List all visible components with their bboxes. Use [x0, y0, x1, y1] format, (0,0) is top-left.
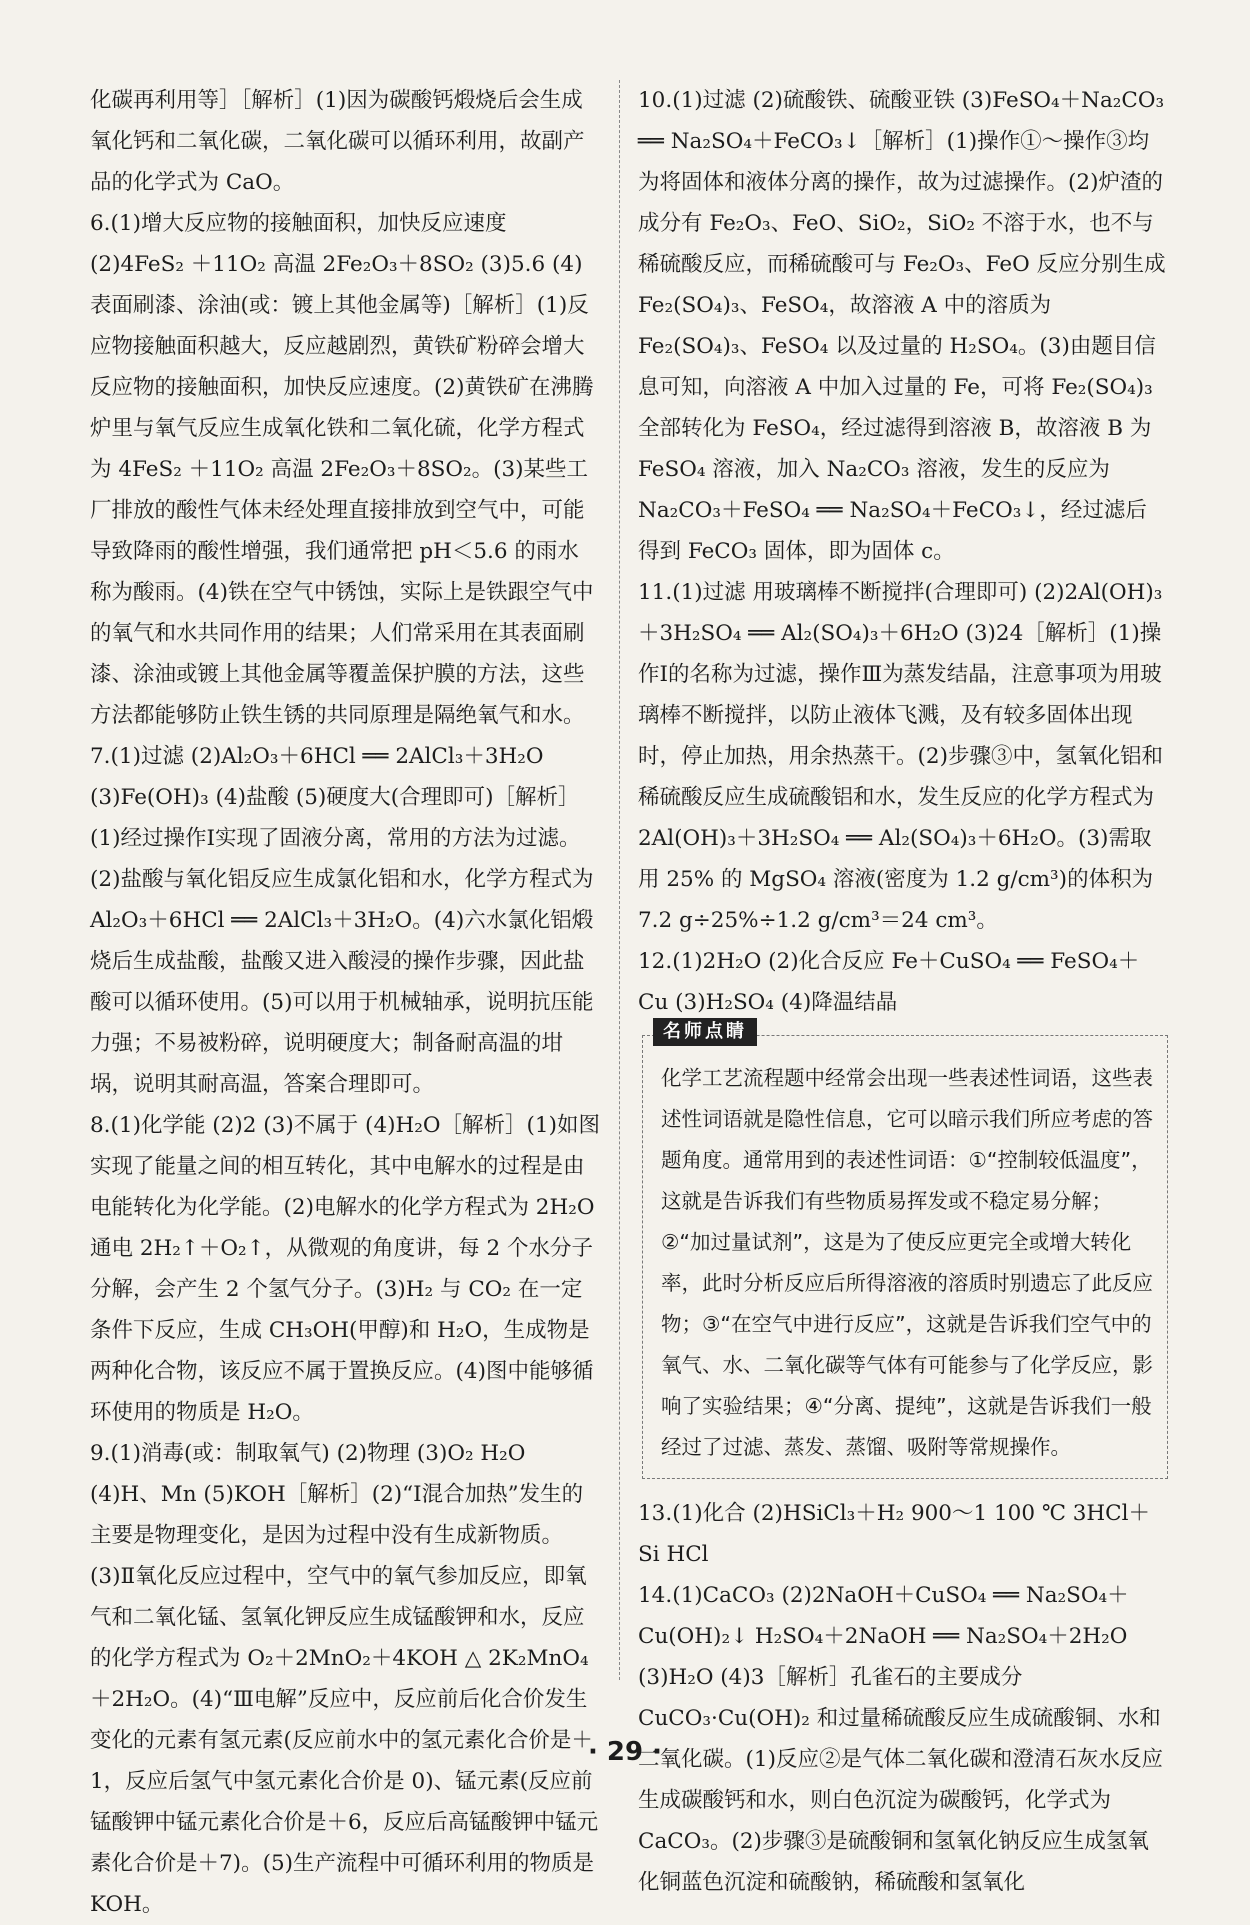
teacher-tip-badge: 名师点睛 [653, 1018, 757, 1046]
answer-number: 6. [90, 211, 111, 236]
right-column [638, 80, 1168, 1903]
answer-text: 化碳再利用等］［解析］(1)因为碳酸钙煅烧后会生成氧化钙和二氧化碳，二氧化碳可以循环利用，故副产品的化学式为 CaO。 [90, 88, 585, 195]
left-column [90, 80, 600, 1925]
column-divider [619, 80, 620, 1680]
answer-item-7 [90, 736, 600, 1105]
answer-item-8 [90, 1105, 600, 1433]
answer-number: 13. [638, 1501, 673, 1526]
answer-number: 14. [638, 1583, 673, 1608]
answer-item-10 [638, 80, 1168, 572]
answer-item-13 [638, 1493, 1168, 1575]
answer-text: (1)过滤 (2)Al₂O₃＋6HCl ══ 2AlCl₃＋3H₂O (3)Fe(OH)₃ (4)盐酸 (5)硬度大(合理即可)［解析］(1)经过操作Ⅰ实现了固液分离，常用的方法为过滤。(2)盐酸与氧化铝反应生成氯化铝和水，化学方程式为 Al₂O₃＋6HCl ══ 2AlCl₃＋3H₂O。(4)六水氯化铝煅烧后生成盐酸，盐酸又进入酸浸的操作步骤，因此盐酸可以循环使用。(5)可以用于机械轴承，说明抗压能力强；不易被粉碎，说明硬度大；制备耐高温的坩埚，说明其耐高温，答案合理即可。 [90, 744, 594, 1097]
answer-number: 9. [90, 1441, 111, 1466]
answer-text: (1)化学能 (2)2 (3)不属于 (4)H₂O［解析］(1)如图实现了能量之间的相互转化，其中电解水的过程是由电能转化为化学能。(2)电解水的化学方程式为 2H₂O 通电 2H₂↑＋O₂↑，从微观的角度讲，每 2 个水分子分解，会产生 2 个氢气分子。(3)H₂ 与 CO₂ 在一定条件下反应，生成 CH₃OH(甲醇)和 H₂O，生成物是两种化合物，该反应不属于置换反应。(4)图中能够循环使用的物质是 H₂O。 [90, 1113, 600, 1425]
answer-item-11 [638, 572, 1168, 941]
answer-item-5-cont [90, 80, 600, 203]
answer-text: (1)过滤 (2)硫酸铁、硫酸亚铁 (3)FeSO₄＋Na₂CO₃ ══ Na₂SO₄＋FeCO₃↓［解析］(1)操作①～操作③均为将固体和液体分离的操作，故为过滤操作。(2)炉渣的成分有 Fe₂O₃、FeO、SiO₂，SiO₂ 不溶于水，也不与稀硫酸反应，而稀硫酸可与 Fe₂O₃、FeO 反应分别生成 Fe₂(SO₄)₃、FeSO₄，故溶液 A 中的溶质为 Fe₂(SO₄)₃、FeSO₄ 以及过量的 H₂SO₄。(3)由题目信息可知，向溶液 A 中加入过量的 Fe，可将 Fe₂(SO₄)₃ 全部转化为 FeSO₄，经过滤得到溶液 B，故溶液 B 为 FeSO₄ 溶液，加入 Na₂CO₃ 溶液，发生的反应为 Na₂CO₃＋FeSO₄ ══ Na₂SO₄＋FeCO₃↓，经过滤后得到 FeCO₃ 固体，即为固体 c。 [638, 88, 1166, 564]
teacher-tip-box [642, 1021, 1168, 1479]
answer-number: 8. [90, 1113, 111, 1138]
answer-item-12 [638, 941, 1168, 1023]
teacher-tip-text: 化学工艺流程题中经常会出现一些表述性词语，这些表述性词语就是隐性信息，它可以暗示我们所应考虑的答题角度。通常用到的表述性词语：①“控制较低温度”，这就是告诉我们有些物质易挥发或不稳定易分解；②“加过量试剂”，这是为了使反应更完全或增大转化率，此时分析反应后所得溶液的溶质时别遗忘了此反应物；③“在空气中进行反应”，这就是告诉我们空气中的氧气、水、二氧化碳等气体有可能参与了化学反应，影响了实验结果；④“分离、提纯”，这就是告诉我们一般经过了过滤、蒸发、蒸馏、吸附等常规操作。 [661, 1066, 1153, 1459]
answer-text: (1)消毒(或：制取氧气) (2)物理 (3)O₂ H₂O (4)H、Mn (5)KOH［解析］(2)“Ⅰ混合加热”发生的主要是物理变化，是因为过程中没有生成新物质。(3)Ⅱ氧化反应过程中，空气中的氧气参加反应，即氧气和二氧化锰、氢氧化钾反应生成锰酸钾和水，反应的化学方程式为 O₂＋2MnO₂＋4KOH △ 2K₂MnO₄＋2H₂O。(4)“Ⅲ电解”反应中，反应前后化合价发生变化的元素有氢元素(反应前水中的氢元素化合价是＋1，反应后氢气中氢元素化合价是 0)、锰元素(反应前锰酸钾中锰元素化合价是＋6，反应后高锰酸钾中锰元素化合价是＋7)。(5)生产流程中可循环利用的物质是 KOH。 [90, 1441, 599, 1917]
answer-text: (1)2H₂O (2)化合反应 Fe＋CuSO₄ ══ FeSO₄＋Cu (3)H₂SO₄ (4)降温结晶 [638, 949, 1140, 1015]
answer-number: 12. [638, 949, 673, 974]
answer-item-6 [90, 203, 600, 736]
answer-text: (1)增大反应物的接触面积，加快反应速度 (2)4FeS₂ ＋11O₂ 高温 2Fe₂O₃＋8SO₂ (3)5.6 (4)表面刷漆、涂油(或：镀上其他金属等)［解析］(1)反应物接触面积越大，反应越剧烈，黄铁矿粉碎会增大反应物的接触面积，加快反应速度。(2)黄铁矿在沸腾炉里与氧气反应生成氧化铁和二氧化硫，化学方程式为 4FeS₂ ＋11O₂ 高温 2Fe₂O₃＋8SO₂。(3)某些工厂排放的酸性气体未经处理直接排放到空气中，可能导致降雨的酸性增强，我们通常把 pH＜5.6 的雨水称为酸雨。(4)铁在空气中锈蚀，实际上是铁跟空气中的氧气和水共同作用的结果；人们常采用在其表面刷漆、涂油或镀上其他金属等覆盖保护膜的方法，这些方法都能够防止铁生锈的共同原理是隔绝氧气和水。 [90, 211, 594, 728]
answer-text: (1)化合 (2)HSiCl₃＋H₂ 900～1 100 ℃ 3HCl＋Si HCl [638, 1501, 1151, 1567]
answer-number: 10. [638, 88, 673, 113]
answer-text: (1)CaCO₃ (2)2NaOH＋CuSO₄ ══ Na₂SO₄＋Cu(OH)₂↓ H₂SO₄＋2NaOH ══ Na₂SO₄＋2H₂O (3)H₂O (4)3［解析］孔雀石的主要成分 CuCO₃·Cu(OH)₂ 和过量稀硫酸反应生成硫酸铜、水和二氧化碳。(1)反应②是气体二氧化碳和澄清石灰水反应生成碳酸钙和水，则白色沉淀为碳酸钙，化学式为 CaCO₃。(2)步骤③是硫酸铜和氢氧化钠反应生成氢氧化铜蓝色沉淀和硫酸钠，稀硫酸和氢氧化 [638, 1583, 1163, 1895]
answer-number: 7. [90, 744, 111, 769]
answer-text: (1)过滤 用玻璃棒不断搅拌(合理即可) (2)2Al(OH)₃＋3H₂SO₄ ══ Al₂(SO₄)₃＋6H₂O (3)24［解析］(1)操作Ⅰ的名称为过滤，操作Ⅲ为蒸发结晶，注意事项为用玻璃棒不断搅拌，以防止液体飞溅，及有较多固体出现时，停止加热，用余热蒸干。(2)步骤③中，氢氧化铝和稀硫酸反应生成硫酸铝和水，发生反应的化学方程式为 2Al(OH)₃＋3H₂SO₄ ══ Al₂(SO₄)₃＋6H₂O。(3)需取用 25% 的 MgSO₄ 溶液(密度为 1.2 g/cm³)的体积为 7.2 g÷25%÷1.2 g/cm³＝24 cm³。 [638, 580, 1163, 933]
page-number: · 29 · [587, 1737, 663, 1767]
answer-item-9 [90, 1433, 600, 1925]
answer-number: 11. [638, 580, 673, 605]
